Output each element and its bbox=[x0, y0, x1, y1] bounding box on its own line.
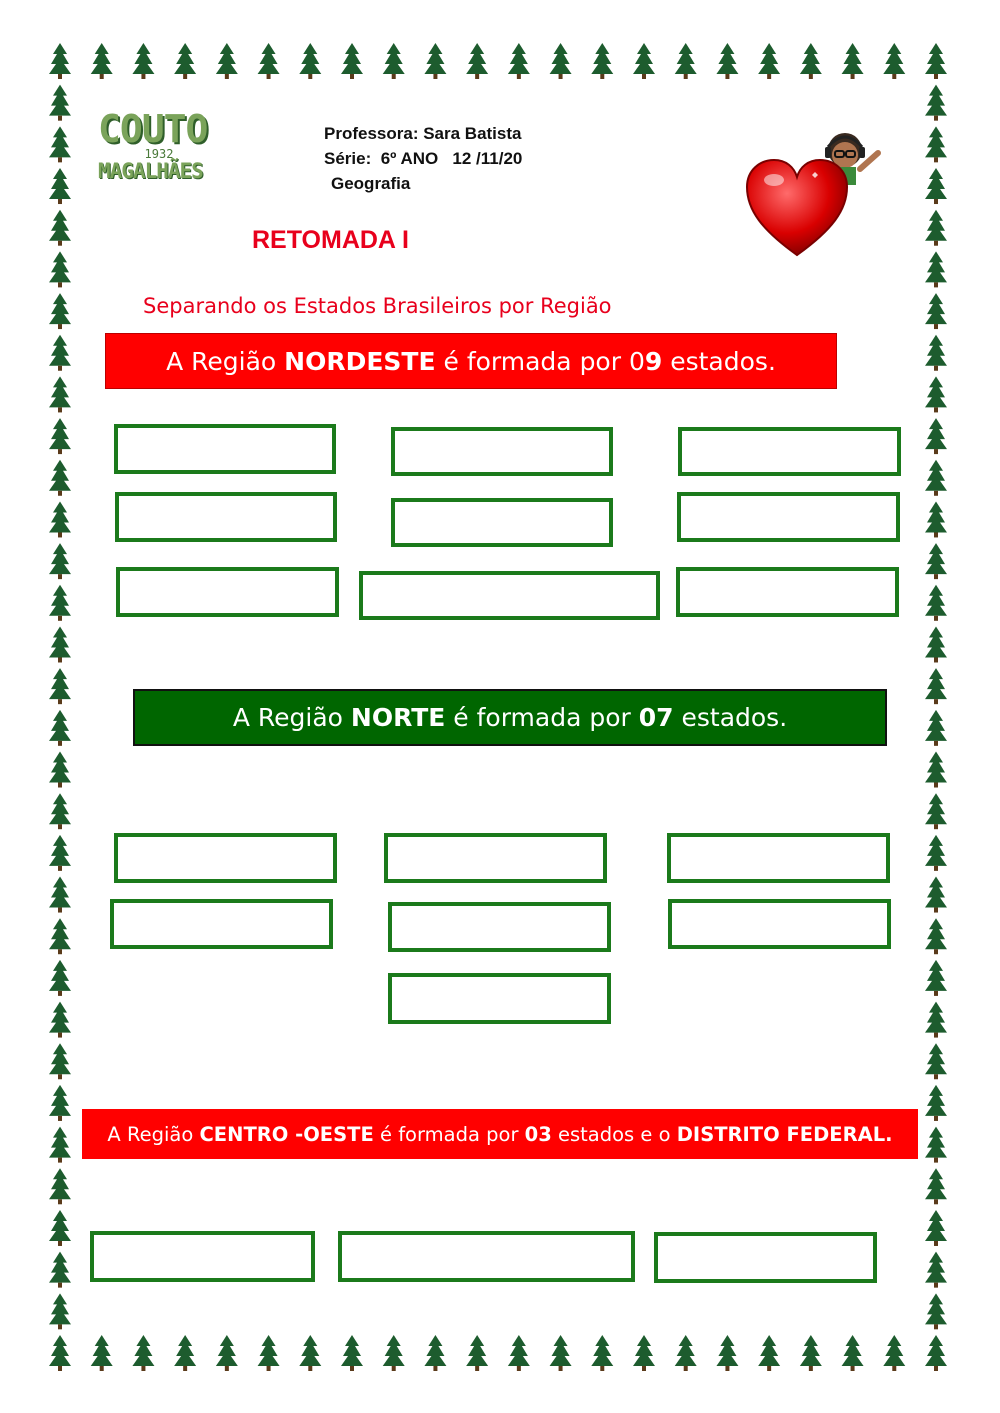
tree-icon bbox=[49, 793, 71, 829]
tree-icon bbox=[925, 418, 947, 454]
tree-icon bbox=[132, 1335, 154, 1371]
tree-icon bbox=[299, 1335, 321, 1371]
tree-icon bbox=[49, 376, 71, 412]
tree-icon bbox=[49, 251, 71, 287]
tree-icon bbox=[675, 43, 697, 79]
norte-suffix: estados. bbox=[673, 703, 788, 732]
tree-icon bbox=[49, 168, 71, 204]
tree-icon bbox=[925, 960, 947, 996]
nordeste-suffix: estados. bbox=[662, 346, 776, 376]
tree-icon bbox=[49, 126, 71, 162]
tree-icon bbox=[925, 1252, 947, 1288]
tree-icon bbox=[925, 710, 947, 746]
tree-icon bbox=[258, 1335, 280, 1371]
tree-icon bbox=[716, 1335, 738, 1371]
tree-icon bbox=[216, 43, 238, 79]
answer-box-centro-oeste-1[interactable] bbox=[90, 1231, 315, 1282]
logo-magalhaes: MAGALHÃES bbox=[98, 159, 203, 183]
heart-avatar-icon bbox=[742, 125, 887, 260]
tree-icon bbox=[49, 335, 71, 371]
tree-icon bbox=[633, 1335, 655, 1371]
tree-icon bbox=[925, 335, 947, 371]
tree-icon bbox=[925, 1335, 947, 1371]
tree-icon bbox=[633, 43, 655, 79]
tree-icon bbox=[49, 43, 71, 79]
tree-icon bbox=[49, 85, 71, 121]
answer-box-nordeste-1[interactable] bbox=[114, 424, 336, 474]
logo-year: 1932 bbox=[144, 147, 174, 161]
tree-icon bbox=[925, 835, 947, 871]
tree-icon bbox=[550, 43, 572, 79]
nordeste-middle: é formada por 0 bbox=[435, 346, 645, 376]
tree-icon bbox=[49, 501, 71, 537]
tree-icon bbox=[174, 43, 196, 79]
tree-icon bbox=[925, 43, 947, 79]
tree-icon bbox=[258, 43, 280, 79]
answer-box-centro-oeste-3[interactable] bbox=[654, 1232, 877, 1283]
answer-box-norte-1[interactable] bbox=[114, 833, 337, 883]
tree-icon bbox=[49, 543, 71, 579]
co-count: 03 bbox=[524, 1122, 552, 1146]
tree-icon bbox=[842, 1335, 864, 1371]
tree-icon bbox=[49, 210, 71, 246]
tree-icon bbox=[883, 43, 905, 79]
teacher-name: Professora: Sara Batista bbox=[324, 124, 522, 143]
tree-icon bbox=[925, 1210, 947, 1246]
tree-icon bbox=[925, 543, 947, 579]
tree-icon bbox=[925, 1168, 947, 1204]
tree-icon bbox=[49, 960, 71, 996]
tree-icon bbox=[925, 752, 947, 788]
answer-box-norte-5[interactable] bbox=[388, 902, 611, 952]
tree-icon bbox=[925, 1085, 947, 1121]
banner-nordeste bbox=[105, 333, 837, 389]
tree-icon bbox=[341, 1335, 363, 1371]
norte-region: NORTE bbox=[350, 703, 446, 732]
tree-icon bbox=[925, 918, 947, 954]
answer-box-nordeste-4[interactable] bbox=[115, 492, 337, 542]
tree-icon bbox=[591, 43, 613, 79]
tree-icon bbox=[925, 85, 947, 121]
answer-box-norte-7[interactable] bbox=[388, 973, 611, 1024]
co-region: CENTRO -OESTE bbox=[199, 1122, 374, 1146]
answer-box-nordeste-5[interactable] bbox=[391, 498, 613, 547]
answer-box-norte-6[interactable] bbox=[668, 899, 891, 949]
tree-icon bbox=[132, 43, 154, 79]
tree-icon bbox=[299, 43, 321, 79]
tree-icon bbox=[925, 126, 947, 162]
tree-icon bbox=[49, 293, 71, 329]
tree-icon bbox=[925, 1293, 947, 1329]
page-title: RETOMADA I bbox=[252, 226, 409, 254]
tree-icon bbox=[925, 168, 947, 204]
tree-icon bbox=[758, 1335, 780, 1371]
tree-icon bbox=[925, 460, 947, 496]
tree-icon bbox=[925, 668, 947, 704]
tree-icon bbox=[174, 1335, 196, 1371]
tree-icon bbox=[508, 43, 530, 79]
tree-icon bbox=[675, 1335, 697, 1371]
tree-icon bbox=[49, 1043, 71, 1079]
tree-icon bbox=[383, 1335, 405, 1371]
co-suffix: estados e o bbox=[551, 1122, 677, 1146]
logo-couto: COUTO bbox=[98, 107, 208, 151]
tree-icon bbox=[591, 1335, 613, 1371]
tree-icon bbox=[925, 793, 947, 829]
tree-icon bbox=[49, 1085, 71, 1121]
nordeste-prefix: A Região bbox=[166, 346, 285, 376]
tree-icon bbox=[424, 1335, 446, 1371]
tree-icon bbox=[49, 585, 71, 621]
tree-icon bbox=[758, 43, 780, 79]
tree-icon bbox=[925, 1127, 947, 1163]
tree-icon bbox=[508, 1335, 530, 1371]
tree-icon bbox=[925, 585, 947, 621]
answer-box-nordeste-7[interactable] bbox=[116, 567, 339, 617]
subject: Geografia bbox=[331, 174, 411, 193]
tree-icon bbox=[842, 43, 864, 79]
tree-icon bbox=[49, 626, 71, 662]
nordeste-region: NORDESTE bbox=[284, 346, 436, 376]
tree-icon bbox=[341, 43, 363, 79]
tree-icon bbox=[49, 1127, 71, 1163]
co-distrito: DISTRITO FEDERAL. bbox=[676, 1122, 893, 1146]
tree-icon bbox=[49, 418, 71, 454]
norte-count: 07 bbox=[638, 703, 674, 732]
answer-box-centro-oeste-2[interactable] bbox=[338, 1231, 635, 1282]
tree-icon bbox=[49, 1210, 71, 1246]
tree-icon bbox=[883, 1335, 905, 1371]
tree-icon bbox=[800, 43, 822, 79]
tree-icon bbox=[49, 1335, 71, 1371]
tree-icon bbox=[925, 626, 947, 662]
tree-icon bbox=[91, 43, 113, 79]
answer-box-nordeste-6[interactable] bbox=[677, 492, 900, 542]
answer-box-nordeste-8[interactable] bbox=[359, 571, 660, 620]
tree-icon bbox=[466, 43, 488, 79]
norte-prefix: A Região bbox=[232, 703, 351, 732]
answer-box-norte-4[interactable] bbox=[110, 899, 333, 949]
tree-icon bbox=[49, 918, 71, 954]
co-middle: é formada por bbox=[373, 1122, 525, 1146]
tree-icon bbox=[716, 43, 738, 79]
tree-icon bbox=[49, 752, 71, 788]
banner-centro-oeste bbox=[82, 1109, 918, 1159]
answer-box-norte-3[interactable] bbox=[667, 833, 890, 883]
tree-icon bbox=[925, 1002, 947, 1038]
tree-icon bbox=[49, 877, 71, 913]
tree-icon bbox=[216, 1335, 238, 1371]
page-subtitle: Separando os Estados Brasileiros por Região bbox=[143, 294, 612, 318]
grade-date: Série: 6º ANO 12 /11/20 bbox=[324, 149, 523, 168]
banner-norte bbox=[133, 689, 887, 746]
header-info bbox=[324, 121, 522, 196]
tree-icon bbox=[49, 710, 71, 746]
norte-middle: é formada por bbox=[445, 703, 639, 732]
tree-icon bbox=[49, 1252, 71, 1288]
tree-icon bbox=[466, 1335, 488, 1371]
tree-icon bbox=[925, 251, 947, 287]
tree-icon bbox=[49, 460, 71, 496]
tree-icon bbox=[925, 376, 947, 412]
tree-icon bbox=[925, 210, 947, 246]
tree-icon bbox=[91, 1335, 113, 1371]
tree-icon bbox=[49, 1002, 71, 1038]
tree-icon bbox=[49, 835, 71, 871]
tree-icon bbox=[49, 1168, 71, 1204]
answer-box-nordeste-3[interactable] bbox=[678, 427, 901, 476]
answer-box-norte-2[interactable] bbox=[384, 833, 607, 883]
tree-icon bbox=[383, 43, 405, 79]
tree-icon bbox=[550, 1335, 572, 1371]
tree-icon bbox=[49, 668, 71, 704]
tree-icon bbox=[49, 1293, 71, 1329]
co-prefix: A Região bbox=[107, 1122, 200, 1146]
school-logo bbox=[98, 107, 228, 185]
nordeste-count: 9 bbox=[644, 346, 663, 376]
tree-icon bbox=[925, 877, 947, 913]
tree-icon bbox=[424, 43, 446, 79]
tree-icon bbox=[925, 501, 947, 537]
answer-box-nordeste-2[interactable] bbox=[391, 427, 613, 476]
answer-box-nordeste-9[interactable] bbox=[676, 567, 899, 617]
tree-icon bbox=[925, 1043, 947, 1079]
tree-icon bbox=[925, 293, 947, 329]
tree-icon bbox=[800, 1335, 822, 1371]
